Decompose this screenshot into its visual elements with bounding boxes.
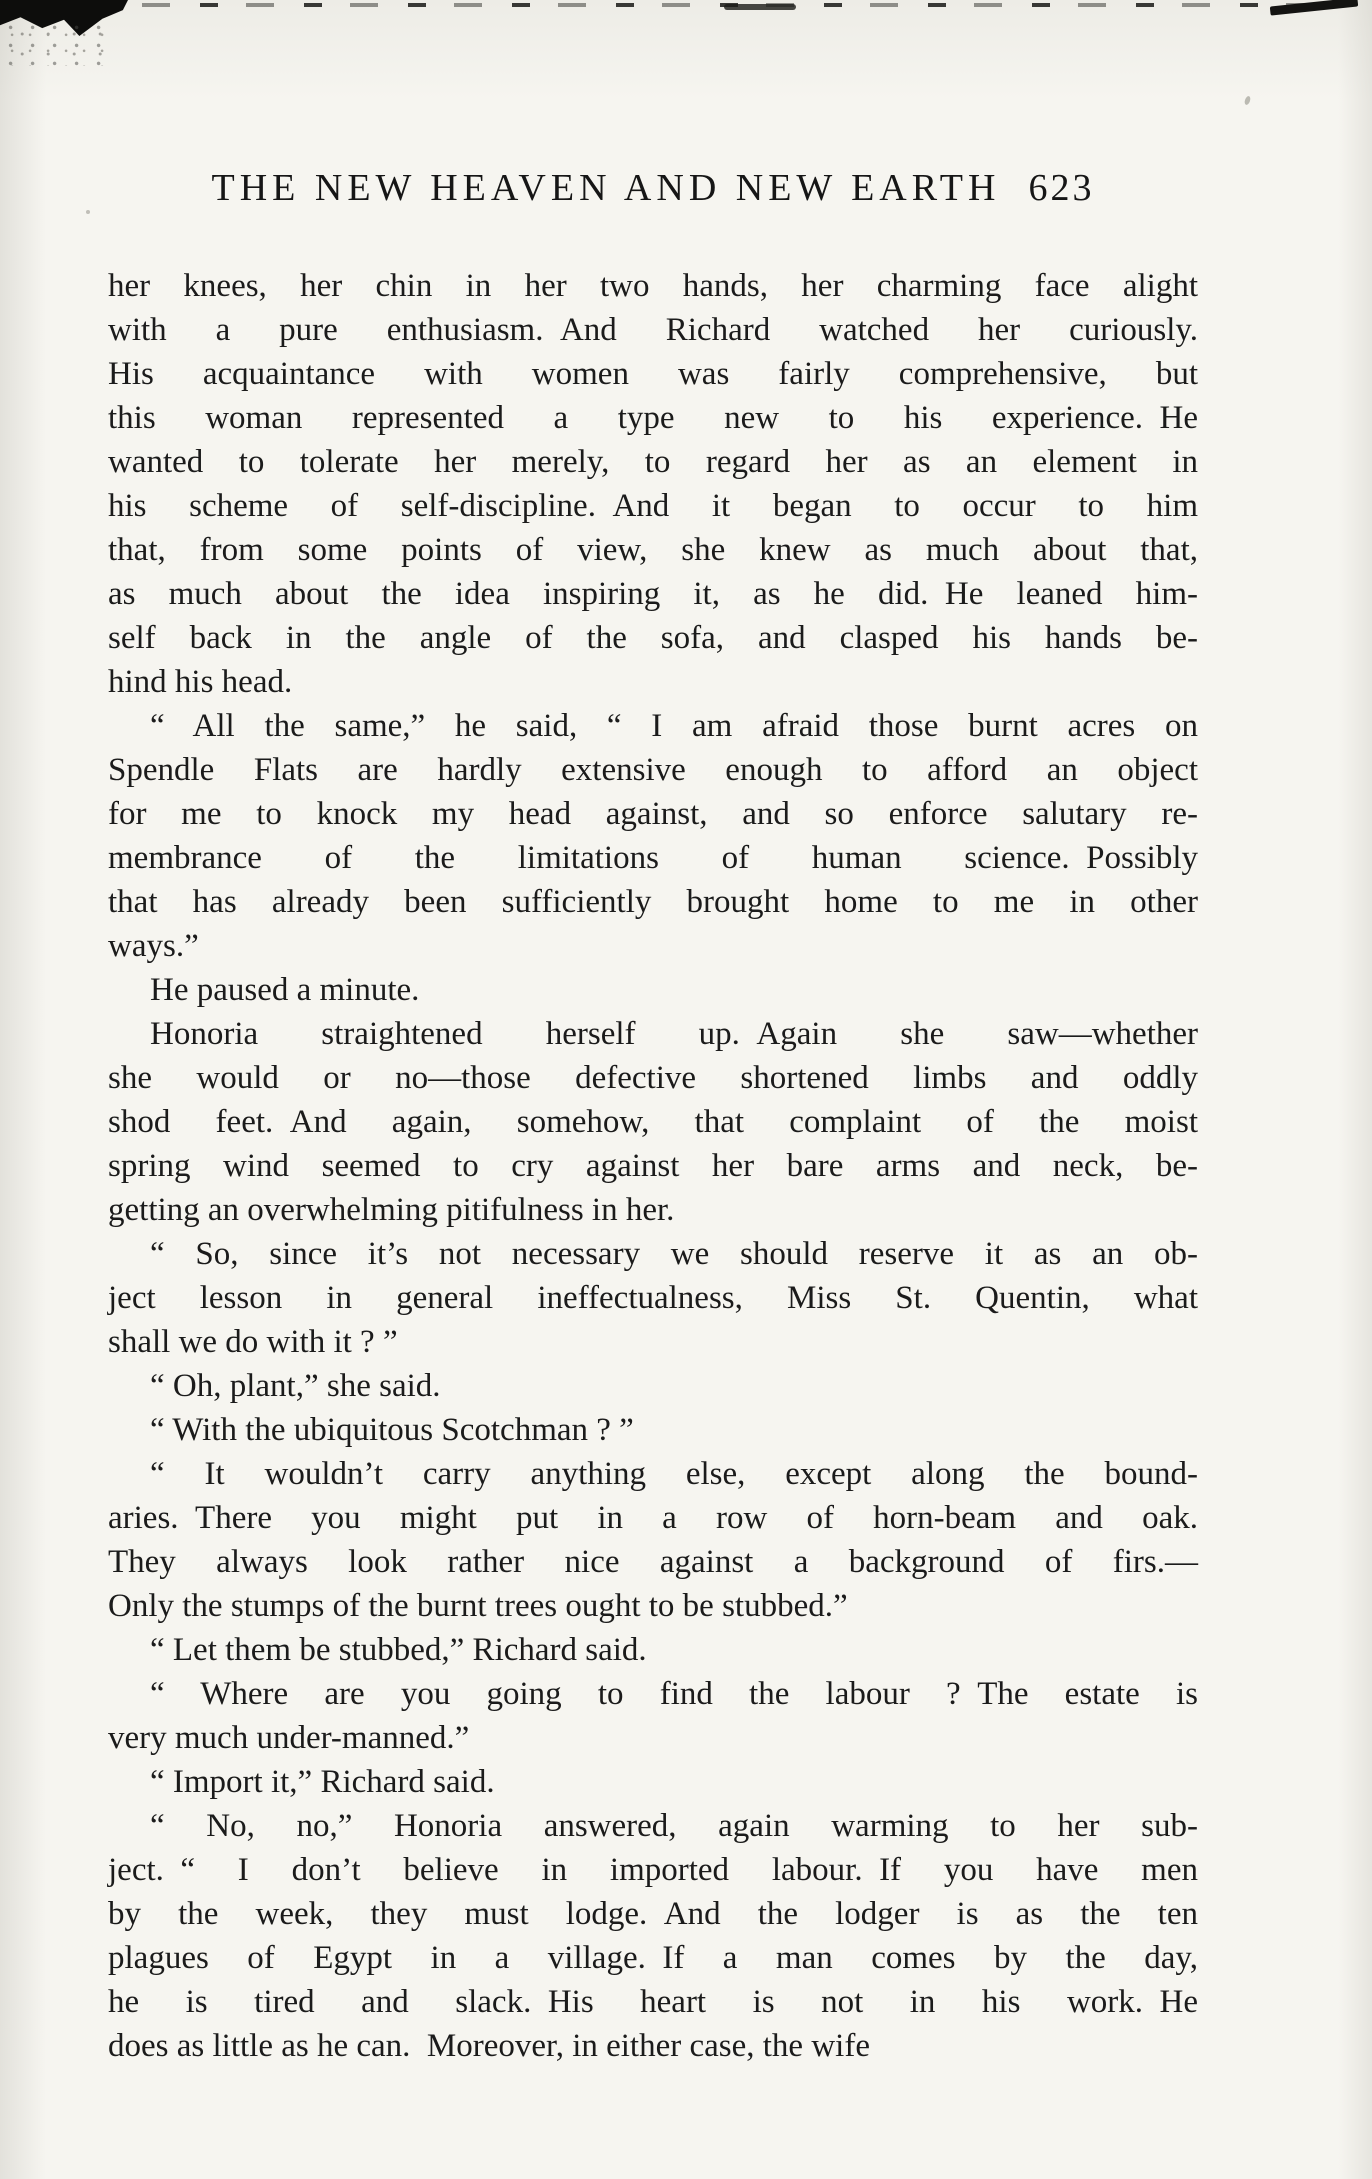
text-line: Only the stumps of the burnt trees ought to be stubbed.” xyxy=(108,1588,848,1624)
text-line: her knees, her chin in her two hands, her charming face alight xyxy=(108,268,1198,304)
text-line: They always look rather nice against a background of firs.— xyxy=(108,1544,1198,1580)
text-line: that has already been sufficiently brought home to me in other xyxy=(108,884,1198,920)
paragraph xyxy=(108,1232,1198,1364)
paragraph xyxy=(108,1804,1198,2068)
text-line: “ So, since it’s not necessary we should reserve it as an ob- xyxy=(150,1236,1198,1272)
scan-artifact-dash xyxy=(724,4,796,10)
text-line: “ No, no,” Honoria answered, again warming to her sub- xyxy=(150,1808,1198,1844)
text-line: for me to knock my head against, and so enforce salutary re- xyxy=(108,796,1198,832)
text-line: by the week, they must lodge. And the lodger is as the ten xyxy=(108,1896,1198,1932)
text-line: ject lesson in general ineffectualness, Miss St. Quentin, what xyxy=(108,1280,1198,1316)
scan-speck xyxy=(1244,95,1252,105)
text-line: “ Oh, plant,” she said. xyxy=(150,1368,441,1404)
text-line: “ Let them be stubbed,” Richard said. xyxy=(150,1632,647,1668)
text-line: “ All the same,” he said, “ I am afraid those burnt acres on xyxy=(150,708,1198,744)
text-line: shod feet. And again, somehow, that complaint of the moist xyxy=(108,1104,1198,1140)
text-line: plagues of Egypt in a village. If a man comes by the day, xyxy=(108,1940,1198,1976)
paragraph xyxy=(108,704,1198,968)
text-line: hind his head. xyxy=(108,664,293,700)
text-line: wanted to tolerate her merely, to regard her as an element in xyxy=(108,444,1198,480)
paragraph xyxy=(108,1672,1198,1760)
paragraph xyxy=(108,1452,1198,1628)
scan-artifact-top-edge xyxy=(96,3,1336,7)
text-line: ject. “ I don’t believe in imported labour. If you have men xyxy=(108,1852,1198,1888)
paragraph xyxy=(108,1012,1198,1232)
page-number: 623 xyxy=(1028,167,1095,209)
text-line: self back in the angle of the sofa, and clasped his hands be- xyxy=(108,620,1198,656)
text-line: Honoria straightened herself up. Again she saw—whether xyxy=(150,1016,1198,1052)
text-line: she would or no—those defective shortened limbs and oddly xyxy=(108,1060,1198,1096)
text-line: ways.” xyxy=(108,928,199,964)
text-line: does as little as he can. Moreover, in either case, the wife xyxy=(108,2028,870,2064)
paragraph xyxy=(108,1364,1198,1408)
paragraph xyxy=(108,264,1198,704)
page-text xyxy=(108,264,1198,2068)
text-line: shall we do with it ? ” xyxy=(108,1324,398,1360)
text-line: as much about the idea inspiring it, as he did. He leaned him- xyxy=(108,576,1198,612)
text-line: Spendle Flats are hardly extensive enough to afford an object xyxy=(108,752,1198,788)
running-title: THE NEW HEAVEN AND NEW EARTH xyxy=(211,167,1001,209)
text-line: this woman represented a type new to his experience. He xyxy=(108,400,1198,436)
text-line: “ It wouldn’t carry anything else, except along the bound- xyxy=(150,1456,1198,1492)
paragraph xyxy=(108,1408,1198,1452)
text-line: “ Where are you going to find the labour ? The estate is xyxy=(150,1676,1198,1712)
paragraph xyxy=(108,968,1198,1012)
text-line: very much under-manned.” xyxy=(108,1720,470,1756)
text-line: “ Import it,” Richard said. xyxy=(150,1764,495,1800)
text-line: His acquaintance with women was fairly comprehensive, but xyxy=(108,356,1198,392)
text-line: spring wind seemed to cry against her bare arms and neck, be- xyxy=(108,1148,1198,1184)
text-line: getting an overwhelming pitifulness in her. xyxy=(108,1192,675,1228)
paragraph xyxy=(108,1628,1198,1672)
text-line: “ With the ubiquitous Scotchman ? ” xyxy=(150,1412,634,1448)
text-line: he is tired and slack. His heart is not in his work. He xyxy=(108,1984,1198,2020)
page-header xyxy=(108,166,1198,210)
text-line: with a pure enthusiasm. And Richard watched her curiously. xyxy=(108,312,1198,348)
scan-speck xyxy=(86,210,90,214)
text-line: his scheme of self-discipline. And it began to occur to him xyxy=(108,488,1198,524)
text-line: membrance of the limitations of human science. Possibly xyxy=(108,840,1198,876)
text-line: He paused a minute. xyxy=(150,972,420,1008)
scan-artifact-speckle xyxy=(4,22,114,66)
text-line: aries. There you might put in a row of horn-beam and oak. xyxy=(108,1500,1198,1536)
text-line: that, from some points of view, she knew as much about that, xyxy=(108,532,1198,568)
paragraph xyxy=(108,1760,1198,1804)
